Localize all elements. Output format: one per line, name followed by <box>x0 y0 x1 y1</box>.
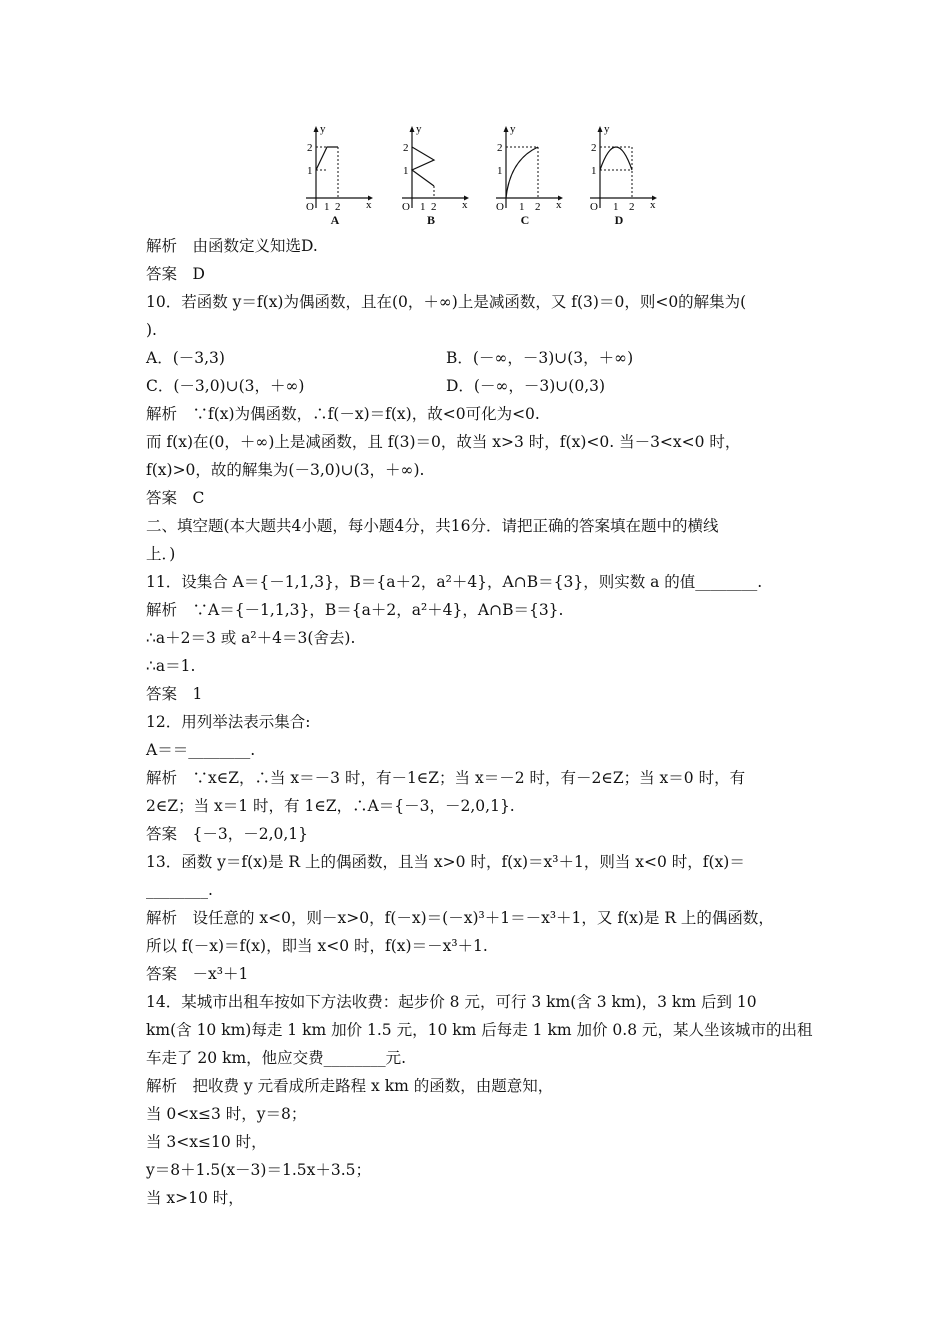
x-tick-2: 2 <box>335 201 341 213</box>
text-line: A＝＝________. <box>146 741 256 759</box>
section-heading: 二、填空题(本大题共4小题，每小题4分，共16分．请把正确的答案填在题中的横线 <box>146 517 719 535</box>
graph-caption-c: C <box>520 213 530 227</box>
y-tick-1: 1 <box>403 165 409 177</box>
origin-label: O <box>402 201 410 213</box>
y-tick-1: 1 <box>307 165 313 177</box>
y-axis-label: y <box>604 123 610 135</box>
question-10: 10．若函数 y＝f(x)为偶函数，且在(0，＋∞)上是减函数，又 f(3)＝0，则<0的解集为( <box>146 293 747 311</box>
section-heading-cont: 上．) <box>146 545 176 563</box>
options-row-1 <box>146 344 818 372</box>
analysis-line: 解析 ∵f(x)为偶函数，∴f(－x)＝f(x)，故<0可化为<0. <box>146 405 540 423</box>
x-axis-label: x <box>556 199 562 211</box>
text-line: 当 x>10 时， <box>146 1189 244 1207</box>
text-line: 2∈Z；当 x＝1 时，有 1∈Z，∴A＝{－3，－2,0,1}. <box>146 797 515 815</box>
answer-line: 答案 C <box>146 489 205 507</box>
text-line: 所以 f(－x)＝f(x)，即当 x<0 时，f(x)＝－x³＋1. <box>146 937 488 955</box>
question-13-cont: ________. <box>146 881 213 899</box>
graph-option-d <box>580 120 658 230</box>
question-12: 12．用列举法表示集合: <box>146 713 311 731</box>
y-axis-label: y <box>510 123 516 135</box>
origin-label: O <box>590 201 598 213</box>
origin-label: O <box>306 201 314 213</box>
text-line: 当 0<x≤3 时，y＝8； <box>146 1105 307 1123</box>
function-graph-options <box>290 120 670 230</box>
x-axis-label: x <box>650 199 656 211</box>
graph-caption-a: A <box>330 213 340 227</box>
question-10-cont: ). <box>146 321 157 339</box>
options-row-2 <box>146 372 818 400</box>
graph-option-a <box>296 120 374 230</box>
graph-b-svg <box>392 120 470 215</box>
question-14-cont: km(含 10 km)每走 1 km 加价 1.5 元，10 km 后每走 1 km 加价 0.8 元，某人坐该城市的出租 <box>146 1021 813 1039</box>
answer-line: 答案 {－3，－2,0,1} <box>146 825 309 843</box>
graph-caption-d: D <box>614 213 624 227</box>
text-line: 当 3<x≤10 时， <box>146 1133 267 1151</box>
analysis-line: 解析 ∵A＝{－1,1,3}，B＝{a＋2，a²＋4}，A∩B＝{3}. <box>146 601 564 619</box>
x-axis-label: x <box>366 199 372 211</box>
option-a: A．(－3,3) <box>146 349 225 367</box>
y-tick-2: 2 <box>403 142 409 154</box>
analysis-line: 解析 由函数定义知选D. <box>146 237 318 255</box>
question-14: 14．某城市出租车按如下方法收费：起步价 8 元，可行 3 km(含 3 km)，3 km 后到 10 <box>146 993 757 1011</box>
y-tick-2: 2 <box>497 142 503 154</box>
y-tick-1: 1 <box>591 165 597 177</box>
x-tick-1: 1 <box>613 201 619 213</box>
text-line: f(x)>0，故的解集为(－3,0)∪(3，＋∞). <box>146 461 425 479</box>
x-tick-2: 2 <box>431 201 437 213</box>
question-14-cont: 车走了 20 km，他应交费________元. <box>146 1049 407 1067</box>
x-tick-2: 2 <box>535 201 541 213</box>
answer-line: 答案 1 <box>146 685 203 703</box>
x-tick-1: 1 <box>324 201 330 213</box>
text-line: 而 f(x)在(0，＋∞)上是减函数，且 f(3)＝0，故当 x>3 时，f(x)<0. 当－3<x<0 时， <box>146 433 741 451</box>
y-tick-2: 2 <box>307 142 313 154</box>
y-tick-2: 2 <box>591 142 597 154</box>
graph-a-svg <box>296 120 374 215</box>
y-tick-1: 1 <box>497 165 503 177</box>
text-line: ∴a＋2＝3 或 a²＋4＝3(舍去). <box>146 629 356 647</box>
option-d: D．(－∞，－3)∪(0,3) <box>446 377 606 395</box>
x-tick-1: 1 <box>420 201 426 213</box>
y-axis-label: y <box>320 123 326 135</box>
analysis-line: 解析 设任意的 x<0，则－x>0，f(－x)＝(－x)³＋1＝－x³＋1，又 f(x)是 R 上的偶函数， <box>146 909 774 927</box>
analysis-line: 解析 把收费 y 元看成所走路程 x km 的函数，由题意知， <box>146 1077 554 1095</box>
graph-c-svg <box>486 120 564 215</box>
document-body <box>146 232 818 1212</box>
option-b: B．(－∞，－3)∪(3，＋∞) <box>446 349 634 367</box>
y-axis-label: y <box>416 123 422 135</box>
graph-d-svg <box>580 120 658 215</box>
graph-option-b <box>392 120 470 230</box>
graph-option-c <box>486 120 564 230</box>
answer-line: 答案 －x³＋1 <box>146 965 249 983</box>
x-tick-1: 1 <box>519 201 525 213</box>
option-c: C．(－3,0)∪(3，＋∞) <box>146 377 305 395</box>
origin-label: O <box>496 201 504 213</box>
x-axis-label: x <box>462 199 468 211</box>
graph-caption-b: B <box>426 213 435 227</box>
x-tick-2: 2 <box>629 201 635 213</box>
answer-line: 答案 D <box>146 265 205 283</box>
text-line: ∴a＝1. <box>146 657 196 675</box>
analysis-line: 解析 ∵x∈Z，∴当 x＝－3 时，有－1∈Z；当 x＝－2 时，有－2∈Z；当 x＝0 时，有 <box>146 769 746 787</box>
question-13: 13．函数 y＝f(x)是 R 上的偶函数，且当 x>0 时，f(x)＝x³＋1，则当 x<0 时，f(x)＝ <box>146 853 745 871</box>
text-line: y＝8＋1.5(x－3)＝1.5x＋3.5； <box>146 1161 372 1179</box>
question-11: 11．设集合 A＝{－1,1,3}，B＝{a＋2，a²＋4}，A∩B＝{3}，则实数 a 的值________. <box>146 573 763 591</box>
